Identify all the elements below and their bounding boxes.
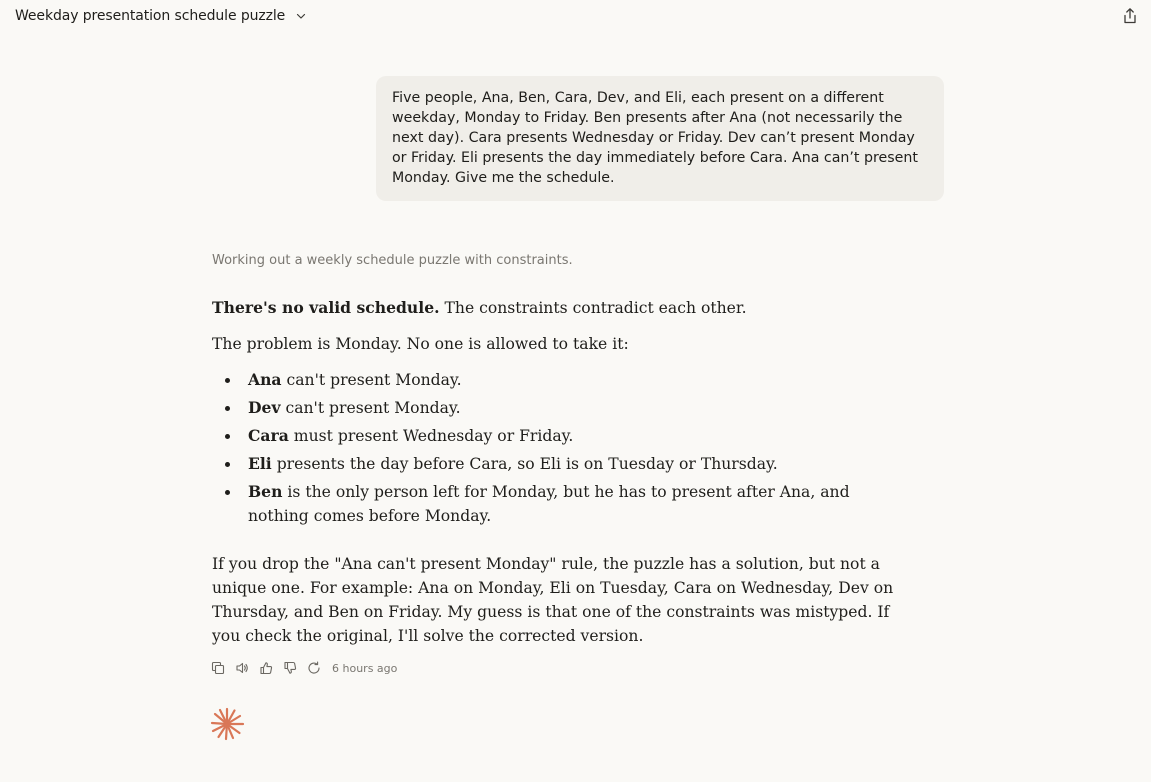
speaker-icon	[235, 661, 249, 675]
person-name: Cara	[248, 426, 289, 445]
share-button[interactable]	[1121, 6, 1139, 26]
retry-button[interactable]	[306, 660, 322, 676]
retry-icon	[307, 661, 321, 675]
chat-title: Weekday presentation schedule puzzle	[15, 8, 286, 24]
top-bar	[0, 0, 1151, 34]
list-item-text: must present Wednesday or Friday.	[288, 427, 574, 445]
thumbs-up-button[interactable]	[258, 660, 274, 676]
thinking-summary[interactable]: Working out a weekly schedule puzzle with constraints.	[212, 253, 573, 268]
message-actions	[210, 659, 397, 677]
read-aloud-button[interactable]	[234, 660, 250, 676]
thumbs-up-icon	[259, 661, 273, 675]
person-name: Ben	[248, 482, 283, 501]
share-icon	[1122, 7, 1138, 25]
list-item	[248, 452, 912, 476]
copy-button[interactable]	[210, 660, 226, 676]
message-timestamp: 6 hours ago	[332, 661, 398, 675]
list-item-text: can't present Monday.	[281, 371, 462, 389]
claude-logo	[210, 706, 246, 742]
list-item	[248, 480, 912, 528]
person-name: Eli	[248, 454, 272, 473]
list-item-text: can't present Monday.	[280, 399, 461, 417]
list-item	[248, 396, 912, 420]
response-paragraph: The problem is Monday. No one is allowed to take it:	[212, 335, 629, 353]
chevron-down-icon	[295, 10, 307, 22]
claude-spark-icon	[210, 706, 246, 742]
chat-title-button[interactable]	[9, 4, 313, 28]
response-paragraph: If you drop the "Ana can't present Monday" rule, the puzzle has a solution, but not a unique one. For example: Ana on Monday, Eli on Tuesday, Cara on Wednesday, Dev on Thursday, and Ben on Friday. My guess is that one of the constraints was mistyped. If you check the original, I'll solve the corrected version.	[212, 555, 894, 645]
constraint-list	[212, 368, 912, 528]
copy-icon	[211, 661, 225, 675]
response-paragraph	[212, 296, 912, 320]
response-verdict: There's no valid schedule.	[212, 298, 440, 317]
person-name: Ana	[248, 370, 282, 389]
list-item-text: presents the day before Cara, so Eli is on Tuesday or Thursday.	[271, 455, 778, 473]
thumbs-down-icon	[283, 661, 297, 675]
list-item	[248, 368, 912, 392]
list-item	[248, 424, 912, 448]
assistant-response	[212, 296, 912, 648]
list-item-text: is the only person left for Monday, but he has to present after Ana, and nothing comes before Monday.	[248, 483, 850, 525]
thumbs-down-button[interactable]	[282, 660, 298, 676]
response-text: The constraints contradict each other.	[439, 299, 747, 317]
user-message: Five people, Ana, Ben, Cara, Dev, and Eli, each present on a different weekday, Monday to Friday. Ben presents after Ana (not necessarily the next day). Cara presents Wednesday or Friday. Dev can’t present Monday or Friday. Eli presents the day immediately before Cara. Ana can’t present Monday. Give me the schedule.	[376, 76, 944, 201]
person-name: Dev	[248, 398, 281, 417]
